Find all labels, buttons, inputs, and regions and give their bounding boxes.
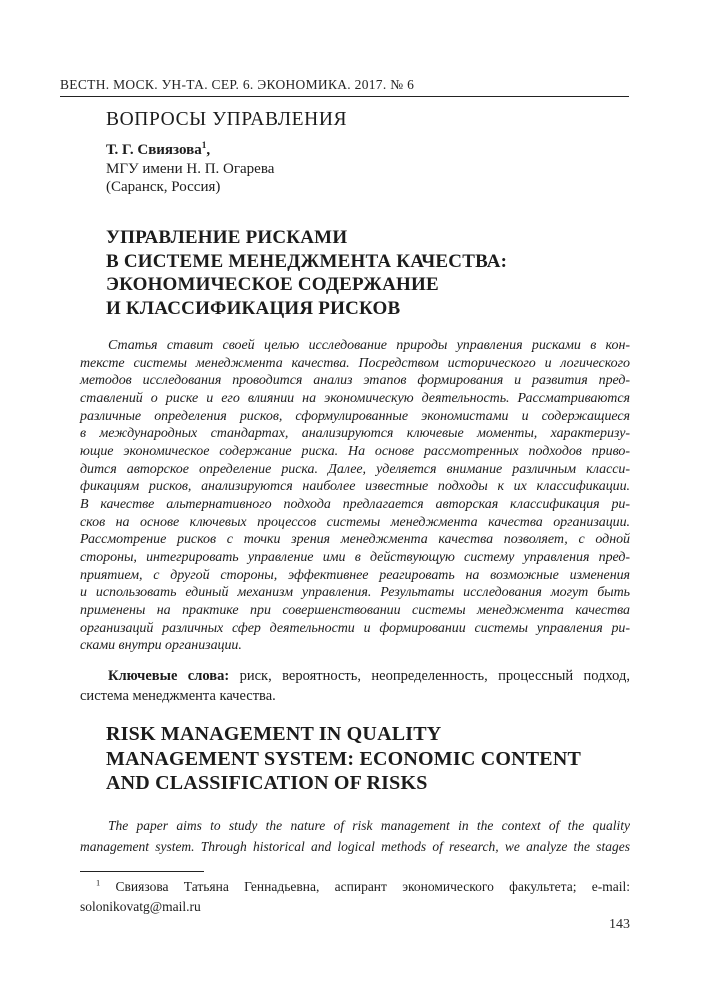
running-header: ВЕСТН. МОСК. УН-ТА. СЕР. 6. ЭКОНОМИКА. 2017. № 6 — [60, 78, 629, 97]
abstract-ru-line: В качестве альтернативного подхода предлагается авторская классификация ри- — [80, 496, 630, 512]
keywords-label: Ключевые слова: — [108, 668, 230, 684]
abstract-ru-line: тексте системы менеджмента качества. Посредством исторического и логического — [80, 355, 630, 371]
article-title-en-line: AND CLASSIFICATION OF RISKS — [106, 772, 428, 795]
footnote-ref: 1 — [96, 878, 101, 888]
abstract-ru-line: различные определения рисков, сформулированные экономистами и содержащиеся — [80, 408, 630, 424]
author-block — [106, 141, 630, 197]
abstract-ru-line: фикациям рисков, анализируются наиболее известные подходы к их классификации. — [80, 479, 630, 495]
footnote-separator — [80, 871, 204, 872]
abstract-ru-line: методов исследования проводится анализ этапов формирования и развития пред- — [80, 373, 630, 389]
abstract-ru-line: ставлений о риске и его влиянии на экономическую деятельность. Рассматриваются — [80, 390, 630, 406]
abstract-ru-line: ющие экономическое содержание риска. На основе рассмотренных подходов приво- — [80, 443, 630, 459]
abstract-en — [80, 816, 630, 858]
author-name — [106, 141, 630, 160]
author-name-comma: , — [206, 142, 211, 158]
abstract-ru — [80, 337, 630, 655]
footnote-line — [80, 897, 630, 917]
article-title-ru-line: И КЛАССИФИКАЦИЯ РИСКОВ — [106, 298, 401, 320]
abstract-ru-line: применены на практике при совершенствовании системы менеджмента качества — [80, 602, 630, 618]
abstract-en-line: The paper aims to study the nature of risk management in the context of the quality — [108, 818, 630, 833]
author-name-text: Т. Г. Свиязова — [106, 142, 202, 158]
keywords-text: система менеджмента качества. — [80, 687, 276, 704]
author-affiliation: МГУ имени Н. П. Огарева — [106, 160, 275, 177]
article-title-en-line: MANAGEMENT SYSTEM: ECONOMIC CONTENT — [106, 747, 581, 770]
article-title-ru — [106, 226, 630, 321]
abstract-ru-line: в международных стандартах, анализируются ключевые моменты, характеризу- — [80, 426, 630, 442]
abstract-ru-line: и использовать единый механизм управления. Результаты исследования могут быть — [80, 585, 630, 601]
author-location: (Саранск, Россия) — [106, 179, 221, 196]
section-heading: ВОПРОСЫ УПРАВЛЕНИЯ — [106, 109, 348, 130]
abstract-ru-line: приятием, с другой стороны, эффективнее реагировать на возможные изменения — [80, 567, 630, 583]
article-title-en — [106, 722, 630, 796]
article-title-en-line: RISK MANAGEMENT IN QUALITY — [106, 723, 442, 745]
keywords-text: риск, вероятность, неопределенность, процессный подход, — [239, 668, 631, 684]
article-title-ru-line: ЭКОНОМИЧЕСКОЕ СОДЕРЖАНИЕ — [106, 274, 439, 296]
article-title-ru-line: В СИСТЕМЕ МЕНЕДЖМЕНТА КАЧЕСТВА: — [106, 250, 508, 272]
abstract-ru-line: сков на основе ключевых процессов системы менеджмента качества организации. — [80, 514, 630, 530]
footnote-email: solonikovatg@mail.ru — [80, 898, 201, 914]
abstract-ru-line: дится авторское определение риска. Далее, уделяется внимание различным класси- — [80, 461, 630, 477]
keywords-line — [80, 687, 630, 707]
page-number: 143 — [609, 917, 630, 932]
abstract-ru-line: Статья ставит своей целью исследование природы управления рисками в кон- — [108, 338, 630, 353]
keywords — [80, 667, 630, 706]
footnote — [80, 877, 630, 917]
abstract-en-line: management system. Through historical and logical methods of research, we analyze the stages — [80, 838, 630, 854]
keywords-line — [80, 667, 630, 687]
article-title-ru-line: УПРАВЛЕНИЕ РИСКАМИ — [106, 227, 348, 248]
footnote-line — [80, 877, 630, 897]
abstract-ru-line: стороны, интегрировать управление ими в действующую систему управления пред- — [80, 549, 630, 565]
abstract-ru-line: сками внутри организации. — [80, 638, 242, 654]
footnote-text: Свиязова Татьяна Геннадьевна, аспирант экономического факультета; e-mail: — [115, 879, 631, 894]
abstract-ru-line: Рассмотрение рисков с точки зрения менеджмента качества позволяет, с одной — [80, 532, 630, 548]
abstract-ru-line: организаций различных сфер деятельности и формировании системы управления ри- — [80, 620, 630, 636]
author-footnote-ref: 1 — [201, 141, 207, 151]
